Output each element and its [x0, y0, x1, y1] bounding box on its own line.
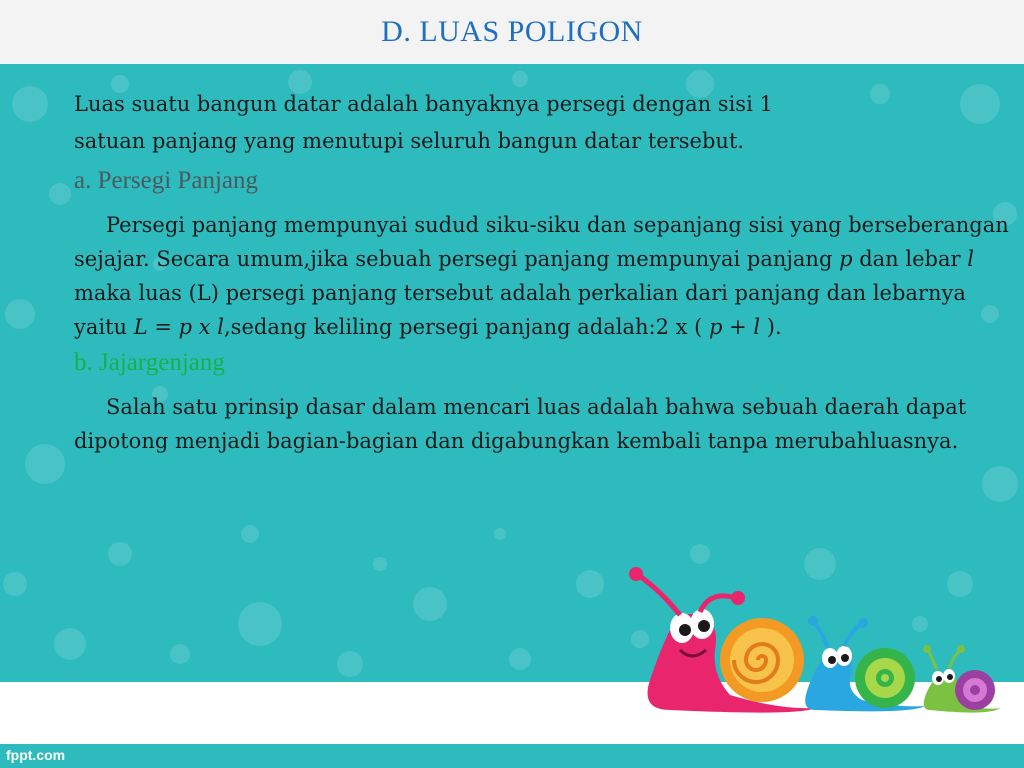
footer-bar [0, 744, 1024, 768]
variable-p: p [839, 247, 853, 271]
paragraph-persegi-panjang [74, 208, 1014, 344]
heading-persegi-panjang: a. Persegi Panjang [74, 167, 258, 194]
formula-area: L = p x l [133, 315, 224, 339]
pink-snail-icon [629, 567, 815, 713]
green-snail-icon [923, 645, 1000, 713]
slide-title: D. LUAS POLIGON [381, 15, 643, 48]
text-segment-2: dan lebar [852, 247, 968, 271]
snails-illustration [600, 560, 1020, 720]
footer-watermark: fppt.com [6, 747, 66, 763]
text-segment-5: ). [760, 315, 782, 339]
text-segment-3: maka luas (L) persegi panjang tersebut adalah perkalian dari panjang dan lebarnya yaitu [74, 281, 966, 339]
variable-l: l [967, 247, 974, 271]
intro-line-2: satuan panjang yang menutupi seluruh bangun datar tersebut. [74, 129, 745, 153]
text-segment-1: Persegi panjang mempunyai sudud siku-siku dan sepanjang sisi yang berseberangan sejajar. Secara umum,jika sebuah persegi panjang mempunyai panjang [74, 213, 1009, 271]
blue-snail-icon [805, 616, 925, 711]
heading-jajargenjang: b. Jajargenjang [74, 349, 225, 376]
formula-perimeter: p + l [709, 315, 761, 339]
title-bar [0, 0, 1024, 64]
intro-text [74, 86, 1014, 160]
intro-line-1: Luas suatu bangun datar adalah banyaknya persegi dengan sisi 1 [74, 92, 773, 116]
slide-body [74, 86, 1014, 458]
text-segment-4: ,sedang keliling persegi panjang adalah:2 x ( [224, 315, 709, 339]
paragraph-jajargenjang: Salah satu prinsip dasar dalam mencari luas adalah bahwa sebuah daerah dapat dipotong menjadi bagian-bagian dan digabungkan kembali tanpa merubahluasnya. [74, 395, 967, 453]
